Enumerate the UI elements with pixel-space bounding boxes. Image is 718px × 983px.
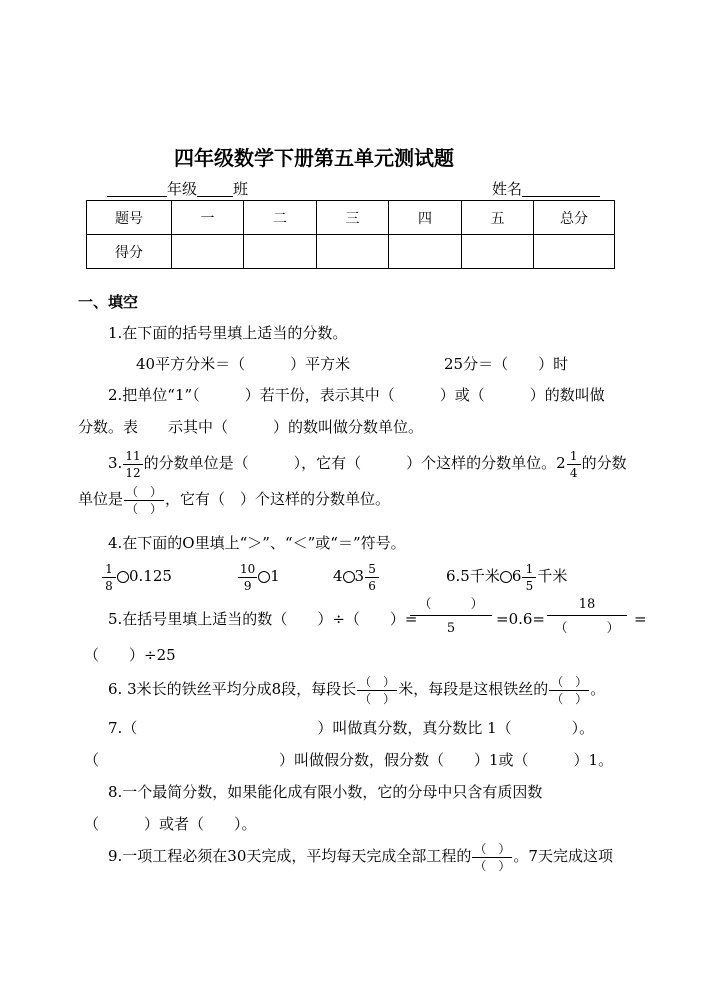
table-cell: 三 [317,201,389,235]
q5-fraction-2[interactable]: 18 （ ） [547,598,627,635]
question-3-line2 [78,484,390,515]
class-blank[interactable] [197,181,233,197]
compare-circle[interactable] [117,571,129,583]
question-3-line1 [108,448,627,479]
question-9: 9.一项工程必须在30天完成，平均每天完成全部工程的 $\frac{( )}{( )}$ 。7天完成这项 [108,841,613,873]
score-table-score-row [87,235,615,269]
question-8-line1: 8.一个最简分数，如果能化成有限小数，它的分母中只含有质因数 [108,783,543,801]
class-label: 班 [233,180,249,198]
grade-blank[interactable] [107,181,167,197]
fraction: $\frac{1}{5}$ [522,563,536,592]
table-cell: 题号 [87,201,172,235]
page-title: 四年级数学下册第五单元测试题 [174,146,454,170]
question-4b: $\frac{10}{9}$ 1 [240,561,280,593]
score-input-cell[interactable] [317,235,389,269]
fraction-blank[interactable]: $\frac{( )}{( )}$ [359,674,396,706]
question-2-line1: 2.把单位“1”（ ）若干份，表示其中（ ）或（ ）的数叫做 [108,386,605,404]
question-2-line2: 分数。表 示其中（ ）的数叫做分数单位。 [78,418,424,436]
score-table-header-row [87,201,615,235]
question-7-line1: 7.（ ）叫做真分数，真分数比 1（ ）。 [108,719,595,737]
fraction: $\frac{1}{8}$ [102,563,116,592]
question-4a: $\frac{1}{8}$ 0.125 [101,561,172,592]
q5-fraction-1[interactable]: （ ） 5 [410,598,492,635]
table-cell: 五 [462,201,534,235]
compare-circle[interactable] [258,571,270,583]
question-6: 6. 3米长的铁丝平均分成8段，每段长 $\frac{( )}{( )}$ 米，每段是这根铁丝的 $\frac{( )}{( )}$ 。 [108,674,606,706]
fraction: $\frac{1}{4}$ [567,450,581,479]
name-blank[interactable] [522,181,600,197]
fraction: $\frac{11}{12}$ [125,448,141,480]
score-input-cell[interactable] [534,235,615,269]
score-table [86,200,615,269]
question-text: ，它有（ ）个这样的分数单位。 [165,490,391,508]
table-cell: 得分 [87,235,172,269]
question-1b: 25分＝（ ）时 [444,355,569,373]
fraction-blank[interactable]: $\frac{( )}{( )}$ [474,841,511,873]
compare-circle[interactable] [500,571,512,583]
question-4d: 6.5千米 6 $\frac{1}{5}$ 千米 [446,561,568,593]
score-input-cell[interactable] [244,235,317,269]
score-input-cell[interactable] [462,235,534,269]
section-heading: 一、填空 [78,293,139,311]
score-input-cell[interactable] [172,235,244,269]
compare-circle[interactable] [343,571,355,583]
table-cell: 一 [172,201,244,235]
score-input-cell[interactable] [389,235,462,269]
q5-mid: =0.6= [496,610,545,628]
question-8-line2: （ ）或者（ ）。 [84,815,257,833]
question-1: 1.在下面的括号里填上适当的分数。 [108,324,348,342]
grade-class-line [107,181,248,197]
question-5-line2: （ ）÷25 [84,646,176,664]
question-4: 4.在下面的O里填上“＞”、“＜”或“＝”符号。 [108,534,406,552]
name-line [492,181,600,197]
question-number: 3. [108,454,123,472]
question-text: 的分数单位是（ ），它有（ ）个这样的分数单位。2 [143,454,566,472]
question-5: 5.在括号里填上适当的数（ ）÷（ ）= [108,610,418,628]
table-cell: 总分 [534,201,615,235]
name-label: 姓名 [492,180,523,198]
grade-label: 年级 [167,180,198,198]
fraction: $\frac{5}{6}$ [365,563,379,592]
question-text: 的分数 [581,454,627,472]
question-7-line2: （ ）叫做假分数，假分数（ ）1或（ ）1。 [84,751,614,769]
table-cell: 四 [389,201,462,235]
fraction-blank[interactable]: $\frac{( )}{( )}$ [551,674,588,706]
question-4c: 4 3 $\frac{5}{6}$ [333,561,380,592]
question-text: 单位是 [78,490,124,508]
fraction-blank[interactable]: $\frac{( )}{( )}$ [126,484,163,516]
q5-eq: = [634,610,647,628]
table-cell: 二 [244,201,317,235]
question-1a: 40平方分米＝（ ）平方米 [136,355,351,373]
fraction: $\frac{10}{9}$ [240,561,256,593]
